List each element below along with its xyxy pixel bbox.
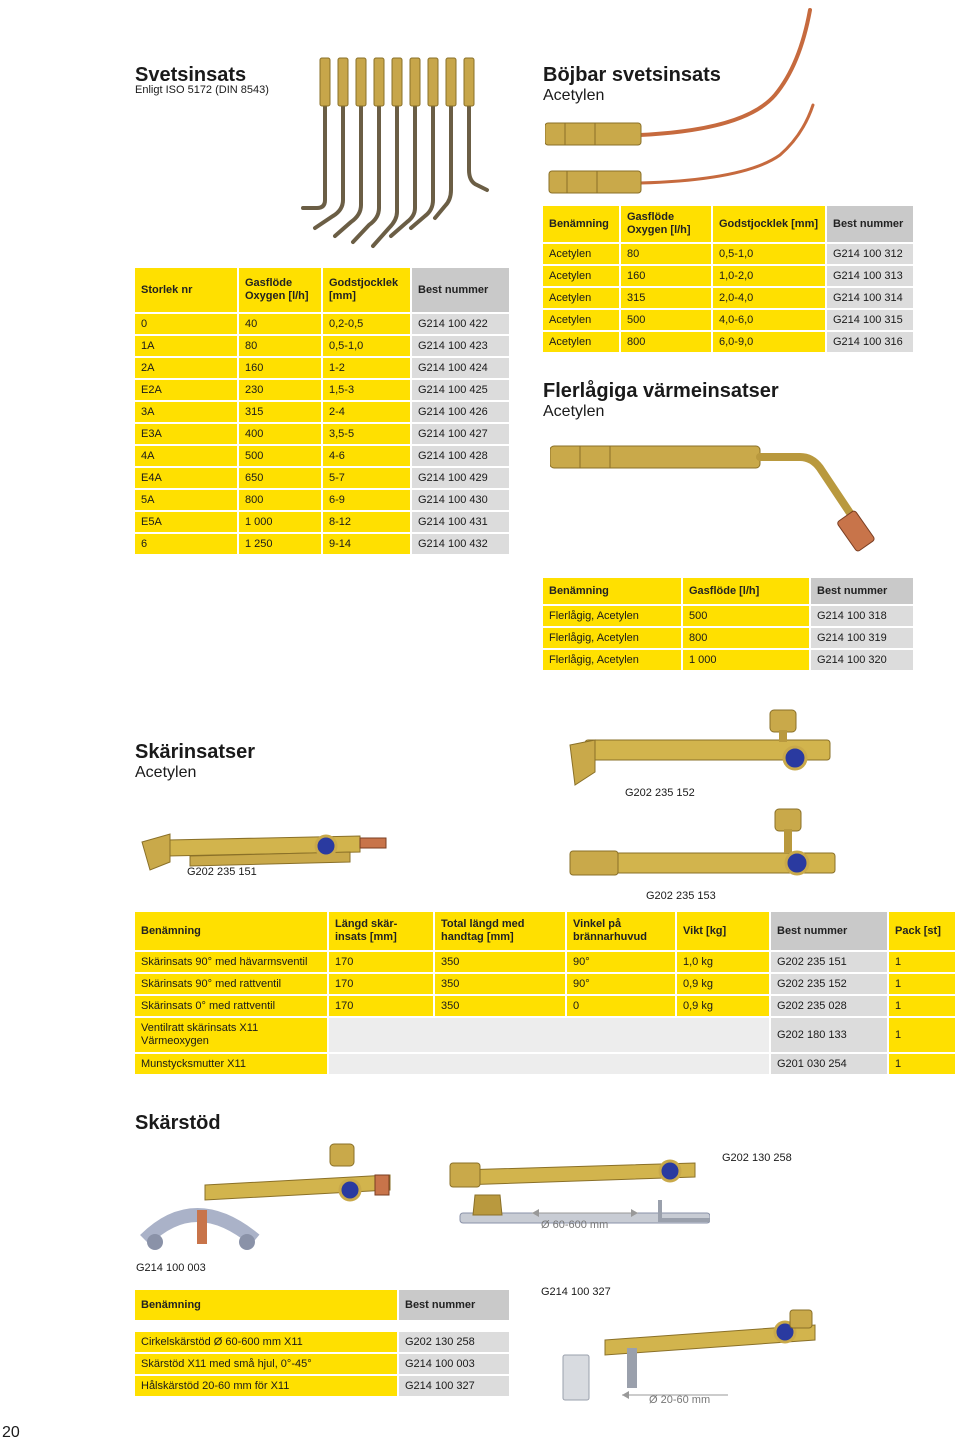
cell: G214 100 319 <box>811 628 915 650</box>
cell: G214 100 429 <box>412 468 511 490</box>
cell: G214 100 314 <box>827 288 915 310</box>
cell: Acetylen <box>543 288 621 310</box>
col-header: Gasflöde Oxygen [l/h] <box>621 206 713 244</box>
cell: G214 100 003 <box>399 1354 511 1376</box>
skarinsatser-table <box>135 912 957 1076</box>
cell: 5-7 <box>323 468 412 490</box>
cell: 315 <box>621 288 713 310</box>
cell: 0 <box>135 314 239 336</box>
cell: 1,5-3 <box>323 380 412 402</box>
cell: G214 100 315 <box>827 310 915 332</box>
cell: 80 <box>621 244 713 266</box>
col-header: Best nummer <box>827 206 915 244</box>
cell: E4A <box>135 468 239 490</box>
skarstod-table <box>135 1290 511 1398</box>
cell: Skärinsats 90° med rattventil <box>135 974 329 996</box>
cell: 0,9 kg <box>677 996 771 1018</box>
code-label: G202 235 151 <box>187 866 257 878</box>
dimension-label: Ø 60-600 mm <box>541 1219 609 1231</box>
col-header: Godstjocklek [mm] <box>323 268 412 314</box>
cell: 1 250 <box>239 534 323 556</box>
cell: 2A <box>135 358 239 380</box>
cell: G202 235 152 <box>771 974 889 996</box>
heating-attachment-image <box>550 438 890 558</box>
cell: 90° <box>567 952 677 974</box>
cell: G214 100 318 <box>811 606 915 628</box>
cell: 350 <box>435 996 567 1018</box>
cell: E2A <box>135 380 239 402</box>
cell: Flerlågig, Acetylen <box>543 606 683 628</box>
flerlagiga-subtitle: Acetylen <box>543 403 605 420</box>
cell: 2,0-4,0 <box>713 288 827 310</box>
col-header: Vinkel på brännarhuvud <box>567 912 677 952</box>
cutting-attachment-153-image <box>565 805 840 885</box>
cell: Acetylen <box>543 266 621 288</box>
cell: 1-2 <box>323 358 412 380</box>
cell: 160 <box>239 358 323 380</box>
cell: G214 100 424 <box>412 358 511 380</box>
cell: 0,5-1,0 <box>713 244 827 266</box>
cell: 1 <box>889 952 957 974</box>
cell: G214 100 423 <box>412 336 511 358</box>
cell: G202 235 151 <box>771 952 889 974</box>
svetsinsats-subtitle: Enligt ISO 5172 (DIN 8543) <box>135 84 269 96</box>
cell: G214 100 431 <box>412 512 511 534</box>
svetsinsats-table <box>135 268 511 556</box>
cell: Acetylen <box>543 310 621 332</box>
cell: 500 <box>621 310 713 332</box>
flerlagiga-title: Flerlågiga värmeinsatser <box>543 380 779 402</box>
cell: 1 <box>889 974 957 996</box>
cell: G214 100 313 <box>827 266 915 288</box>
svetsinsats-title: Svetsinsats <box>135 64 247 86</box>
col-header: Benämning <box>135 912 329 952</box>
cell: 800 <box>621 332 713 354</box>
cell: 400 <box>239 424 323 446</box>
cell: G202 180 133 <box>771 1018 889 1054</box>
cell: 160 <box>621 266 713 288</box>
cell: E3A <box>135 424 239 446</box>
cell: 170 <box>329 996 435 1018</box>
page-number: 20 <box>2 1424 20 1441</box>
cell: 0,5-1,0 <box>323 336 412 358</box>
cell: 1,0-2,0 <box>713 266 827 288</box>
cell: 90° <box>567 974 677 996</box>
cell: Skärinsats 90° med hävarmsventil <box>135 952 329 974</box>
cell: Cirkelskärstöd Ø 60-600 mm X11 <box>135 1332 399 1354</box>
cell: 170 <box>329 952 435 974</box>
cell: Hålskärstöd 20-60 mm för X11 <box>135 1376 399 1398</box>
cell: Acetylen <box>543 332 621 354</box>
cell: 1 <box>889 996 957 1018</box>
col-header: Benämning <box>543 578 683 606</box>
cell: 8-12 <box>323 512 412 534</box>
col-header: Storlek nr <box>135 268 239 314</box>
code-label: G202 235 153 <box>646 890 716 902</box>
cell: G201 030 254 <box>771 1054 889 1076</box>
code-label: G202 130 258 <box>722 1152 792 1164</box>
cell: 1 000 <box>683 650 811 672</box>
blank-cell <box>329 1018 771 1054</box>
cell: 5A <box>135 490 239 512</box>
cell: Flerlågig, Acetylen <box>543 628 683 650</box>
cell: G214 100 422 <box>412 314 511 336</box>
dimension-label: Ø 20-60 mm <box>649 1394 711 1406</box>
cell: G214 100 432 <box>412 534 511 556</box>
cell: 500 <box>239 446 323 468</box>
cell: Ventilratt skärinsats X11 Värmeoxygen <box>135 1018 329 1054</box>
cell: 4,0-6,0 <box>713 310 827 332</box>
cell: G214 100 320 <box>811 650 915 672</box>
cell: 650 <box>239 468 323 490</box>
cell: G214 100 316 <box>827 332 915 354</box>
col-header: Gasflöde Oxygen [l/h] <box>239 268 323 314</box>
cell: 2-4 <box>323 402 412 424</box>
cell: G214 100 426 <box>412 402 511 424</box>
cell: E5A <box>135 512 239 534</box>
col-header: Best nummer <box>412 268 511 314</box>
flerlagiga-table <box>543 578 915 672</box>
bojbar-subtitle: Acetylen <box>543 87 605 104</box>
skarinsatser-subtitle: Acetylen <box>135 764 197 781</box>
cell: 315 <box>239 402 323 424</box>
cell: 1A <box>135 336 239 358</box>
bojbar-table <box>543 206 915 354</box>
cell: G202 130 258 <box>399 1332 511 1354</box>
code-label: G214 100 327 <box>541 1286 611 1298</box>
cell: 40 <box>239 314 323 336</box>
cell: 0,2-0,5 <box>323 314 412 336</box>
spacer <box>135 1322 511 1332</box>
cutting-attachment-152-image <box>565 700 835 790</box>
cell: 80 <box>239 336 323 358</box>
col-header: Längd skär-insats [mm] <box>329 912 435 952</box>
cell: Skärinsats 0° med rattventil <box>135 996 329 1018</box>
cell: Flerlågig, Acetylen <box>543 650 683 672</box>
dimension-line <box>530 1205 640 1219</box>
cell: 1 <box>889 1054 957 1076</box>
col-header: Pack [st] <box>889 912 957 952</box>
cell: G214 100 428 <box>412 446 511 468</box>
cell: 4-6 <box>323 446 412 468</box>
cell: 800 <box>683 628 811 650</box>
cell: G202 235 028 <box>771 996 889 1018</box>
skarstod-title: Skärstöd <box>135 1112 221 1134</box>
code-label: G202 235 152 <box>625 787 695 799</box>
cell: G214 100 430 <box>412 490 511 512</box>
col-header: Godstjocklek [mm] <box>713 206 827 244</box>
col-header: Vikt [kg] <box>677 912 771 952</box>
cell: G214 100 312 <box>827 244 915 266</box>
cell: 800 <box>239 490 323 512</box>
col-header: Gasflöde [l/h] <box>683 578 811 606</box>
cell: 170 <box>329 974 435 996</box>
cell: 1 000 <box>239 512 323 534</box>
col-header: Total längd med handtag [mm] <box>435 912 567 952</box>
cell: 350 <box>435 952 567 974</box>
cell: 6,0-9,0 <box>713 332 827 354</box>
col-header: Benämning <box>543 206 621 244</box>
cell: 500 <box>683 606 811 628</box>
cell: 9-14 <box>323 534 412 556</box>
cell: G214 100 425 <box>412 380 511 402</box>
skarinsatser-title: Skärinsatser <box>135 741 256 763</box>
cell: 0 <box>567 996 677 1018</box>
cell: Skärstöd X11 med små hjul, 0°-45° <box>135 1354 399 1376</box>
pointer-pin-image <box>655 1195 720 1230</box>
cell: G214 100 427 <box>412 424 511 446</box>
cell: 6 <box>135 534 239 556</box>
col-header: Benämning <box>135 1290 399 1322</box>
cell: Munstycksmutter X11 <box>135 1054 329 1076</box>
bojbar-title: Böjbar svetsinsats <box>543 64 721 86</box>
welding-tips-image <box>295 50 495 260</box>
cutting-support-small-wheels-image <box>135 1130 405 1260</box>
col-header: Best nummer <box>811 578 915 606</box>
cell: 6-9 <box>323 490 412 512</box>
cell: Acetylen <box>543 244 621 266</box>
cutting-attachment-151-image <box>140 822 395 872</box>
cell: 1 <box>889 1018 957 1054</box>
code-label: G214 100 003 <box>136 1262 206 1274</box>
cell: 4A <box>135 446 239 468</box>
col-header: Best nummer <box>399 1290 511 1322</box>
cell: 230 <box>239 380 323 402</box>
cell: 1,0 kg <box>677 952 771 974</box>
cell: 3,5-5 <box>323 424 412 446</box>
cell: G214 100 327 <box>399 1376 511 1398</box>
cell: 350 <box>435 974 567 996</box>
cell: 3A <box>135 402 239 424</box>
col-header: Best nummer <box>771 912 889 952</box>
cell: 0,9 kg <box>677 974 771 996</box>
bendable-tip-image <box>545 5 835 195</box>
blank-cell <box>329 1054 771 1076</box>
